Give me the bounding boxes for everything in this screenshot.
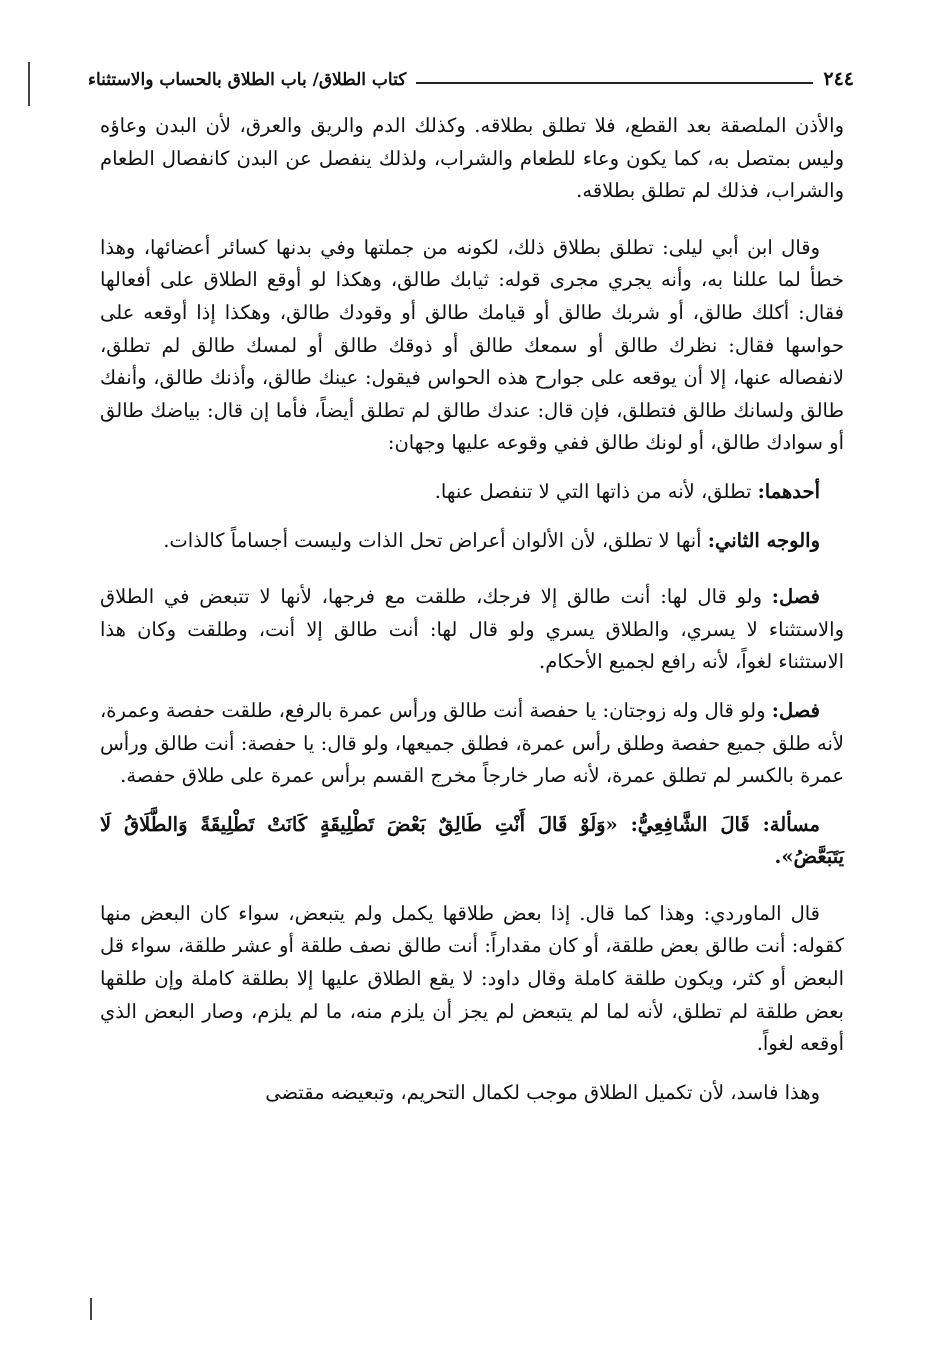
section-label: فصل: [771, 585, 820, 609]
paragraph-label: والوجه الثاني: [707, 528, 820, 552]
paragraph [100, 581, 844, 679]
paragraph-text: تطلق، لأنه من ذاتها التي لا تنفصل عنها. [434, 479, 758, 503]
header-rule [416, 82, 813, 84]
paragraph [100, 110, 844, 208]
issue-label: مسألة: قَالَ الشَّافِعِيُّ: [630, 812, 820, 836]
paragraph [100, 695, 844, 793]
document-body [100, 110, 844, 1109]
paragraph [100, 1077, 844, 1110]
margin-mark [28, 62, 30, 106]
paragraph-text: وهذا فاسد، لأن تكميل الطلاق موجب لكمال التحريم، وتبعيضه مقتضى [265, 1080, 820, 1104]
paragraph [100, 232, 844, 460]
paragraph [100, 898, 844, 1061]
paragraph-text: وقال ابن أبي ليلى: تطلق بطلاق ذلك، لكونه من جملتها وفي بدنها كسائر أعضائها، وهذا خطأ لما عللنا به، وأنه يجري مجرى قوله: ثيابك طالق، وهكذا لو أوقع الطلاق على أفعالها فقال: أكلك طالق، أو شربك طالق أو قيامك طالق أو وقودك طالق، وهكذا إذا أوقعه على حواسها فقال: نظرك طالق أو سمعك طالق أو ذوقك طالق أو لمسك طالق لم تطلق، لانفصاله عنها، إلا أن يوقعه على جوارح هذه الحواس فيقول: عينك طالق، وأذنك طالق، وأنفك طالق ولسانك طالق فتطلق، فإن قال: عندك طالق لم تطلق أيضاً، فأما إن قال: بياضك طالق أو سوادك طالق، أو لونك طالق ففي وقوعه عليها وجهان: [100, 235, 844, 455]
page-number: ٢٤٤ [823, 68, 854, 90]
quoted-text: «وَلَوْ قَالَ أَنْتِ طَالِقٌ بَعْضَ تَطْلِيقَةٍ كَانَتْ تَطْلِيقَةً وَالطَّلَاقُ لَا يَتَبَعَّضُ». [100, 812, 844, 869]
section-label: فصل: [771, 698, 820, 722]
paragraph-text: ولو قال لها: أنت طالق إلا فرجك، طلقت مع فرجها، لأنها لا تتبعض في الطلاق والاستثناء لا يسري، والطلاق يسري ولو قال لها: أنت طالق إلا أنت، وطلقت وكان هذا الاستثناء لغواً، لأنه رافع لجميع الأحكام. [100, 585, 844, 674]
header-title: كتاب الطلاق/ باب الطلاق بالحساب والاستثناء [88, 70, 407, 90]
paragraph-text: قال الماوردي: وهذا كما قال. إذا بعض طلاقها يكمل ولم يتبعض، سواء كان البعض منها كقوله: أنت طالق بعض طلقة، أو كان مقداراً: أنت طالق نصف طلقة أو عشر طلقة، سواء قل البعض أو كثر، ويكون طلقة كاملة وقال داود: لا يقع الطلاق عليها إلا بطلقة كاملة وإن طلقها بعض طلقة لم تطلق، لأنه لما لم يتبعض لم يجز أن يلزم منه، ما لم يلزم، وصار البعض الذي أوقعه لغواً. [100, 901, 844, 1056]
paragraph [100, 525, 844, 558]
paragraph-text: ولو قال وله زوجتان: يا حفصة أنت طالق ورأس عمرة بالرفع، طلقت حفصة وعمرة، لأنه طلق جميع حفصة وطلق رأس عمرة، فطلق جميعها، ولو قال: يا حفصة: أنت طالق ورأس عمرة بالكسر لم تطلق عمرة، لأنه صار خارجاً مخرج القسم برأس عمرة على طلاق حفصة. [100, 698, 844, 788]
paragraph [100, 476, 844, 509]
running-header [88, 64, 854, 90]
paragraph-text: والأذن الملصقة بعد القطع، فلا تطلق بطلاقه. وكذلك الدم والريق والعرق، لأن البدن وعاؤه وليس بمتصل به، كما يكون وعاء للطعام والشراب، ولذلك ينفصل عن البدن كانفصال الطعام والشراب، فذلك لم تطلق بطلاقه. [100, 114, 844, 203]
paragraph [100, 809, 844, 874]
paragraph-text: أنها لا تطلق، لأن الألوان أعراض تحل الذات وليست أجساماً كالذات. [163, 528, 708, 552]
margin-mark [90, 1298, 92, 1320]
paragraph-label: أحدهما: [757, 479, 820, 503]
